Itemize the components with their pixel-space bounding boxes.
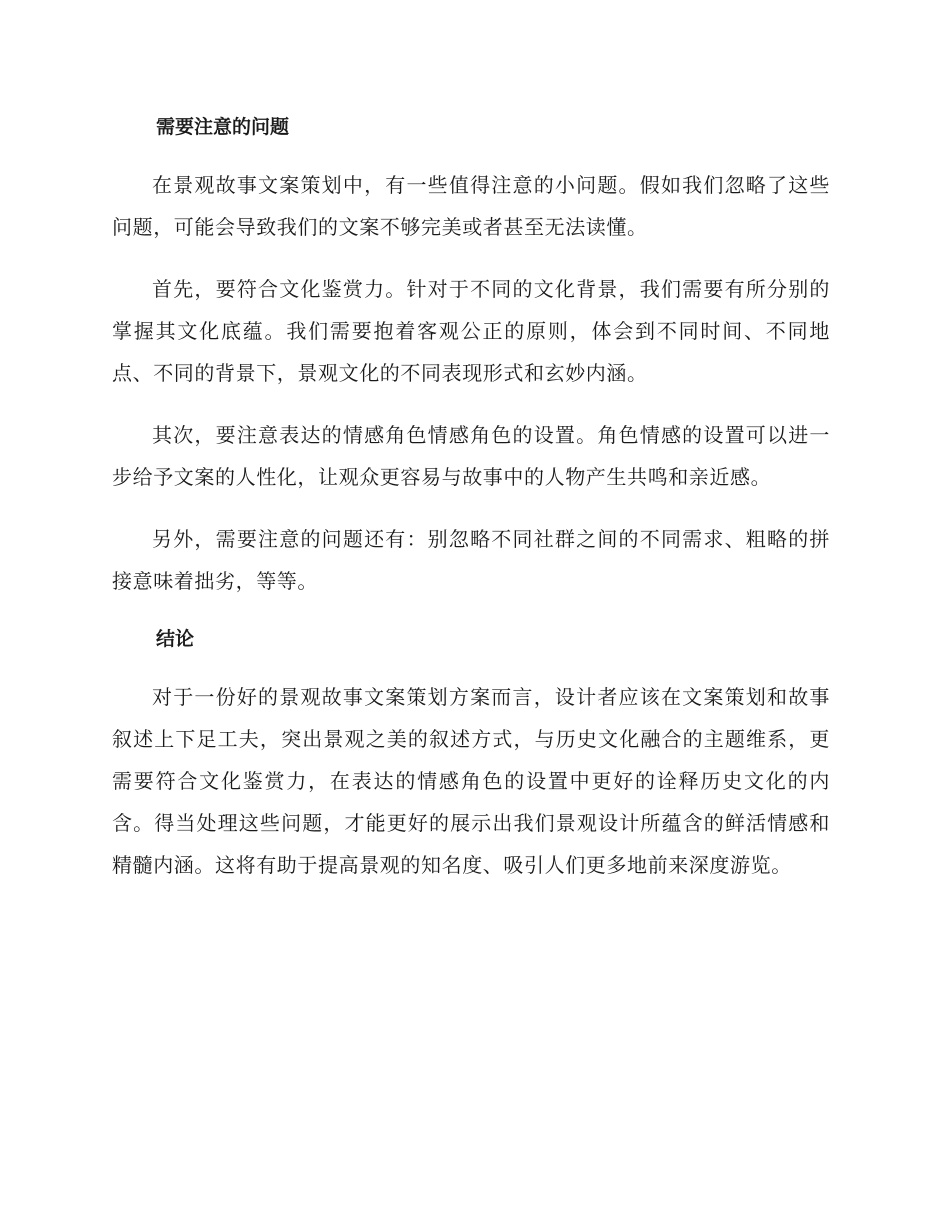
paragraph-intro: 在景观故事文案策划中，有一些值得注意的小问题。假如我们忽略了这些问题，可能会导致我们的文案不够完美或者甚至无法读懂。 <box>112 173 830 239</box>
section-heading-conclusion: 结论 <box>156 628 195 650</box>
paragraph-second-point: 其次，要注意表达的情感角色情感角色的设置。角色情感的设置可以进一步给予文案的人性化，让观众更容易与故事中的人物产生共鸣和亲近感。 <box>112 423 830 489</box>
section-heading-issues: 需要注意的问题 <box>156 116 290 138</box>
paragraph-first-point: 首先，要符合文化鉴赏力。针对于不同的文化背景，我们需要有所分别的掌握其文化底蕴。我们需要抱着客观公正的原则，体会到不同时间、不同地点、不同的背景下，景观文化的不同表现形式和玄妙内涵。 <box>112 277 830 385</box>
paragraph-other-points: 另外，需要注意的问题还有：别忽略不同社群之间的不同需求、粗略的拼接意味着拙劣，等等。 <box>112 527 830 593</box>
paragraph-conclusion: 对于一份好的景观故事文案策划方案而言，设计者应该在文案策划和故事叙述上下足工夫，突出景观之美的叙述方式，与历史文化融合的主题维系，更需要符合文化鉴赏力，在表达的情感角色的设置中更好的诠释历史文化的内含。得当处理这些问题，才能更好的展示出我们景观设计所蕴含的鲜活情感和精髓内涵。这将有助于提高景观的知名度、吸引人们更多地前来深度游览。 <box>112 685 830 877</box>
document-body <box>112 110 830 906</box>
